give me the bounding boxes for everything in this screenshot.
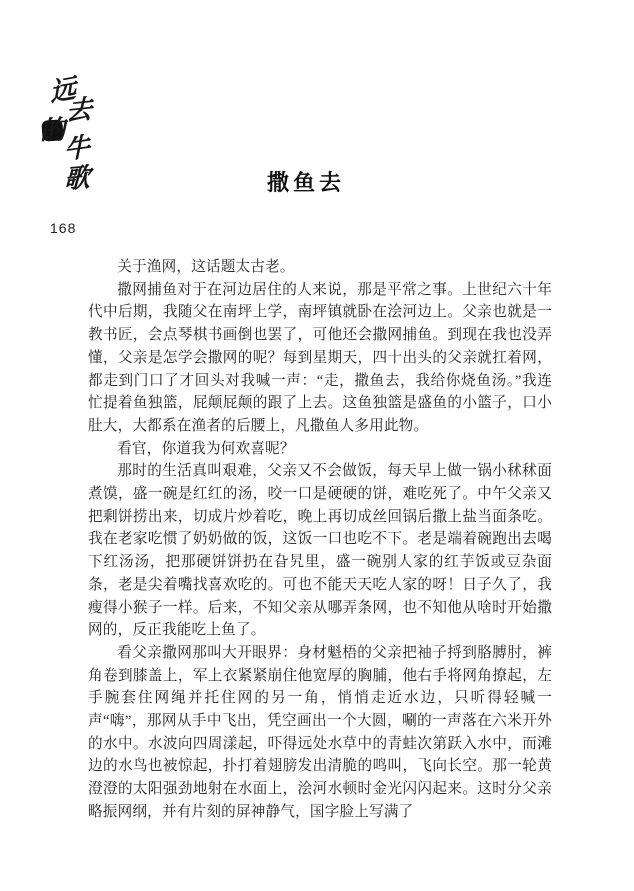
body-paragraph: 撒网捕鱼对于在河边居住的人来说，那是平常之事。上世纪六十年代中后期，我随父在南坪上学，南坪镇就卧在浍河边上。父亲也就是一教书匠，会点琴棋书画倒也罢了，可他还会撒网捕鱼。到现在我也没弄懂，父亲是怎学会撒网的呢？每到星期天，四十出头的父亲就扛着网，都走到门口了才回头对我喊一声：“走，撒鱼去，我给你烧鱼汤。”我连忙提着鱼独篮，屁颠屁颠的跟了上去。这鱼独篮是盛鱼的小篮子，口小肚大，大都系在渔者的后腰上，凡撒鱼人多用此物。 bbox=[88, 281, 552, 434]
calligraphy-char: 远 bbox=[49, 73, 77, 108]
chapter-title: 撒鱼去 bbox=[266, 170, 345, 195]
calligraphy-char: 牛 bbox=[63, 132, 91, 165]
calligraphy-char: 歌 bbox=[63, 162, 91, 195]
body-paragraph: 看官，你道我为何欢喜呢？ bbox=[117, 440, 295, 457]
calligraphy-char: 去 bbox=[65, 94, 93, 127]
body-text bbox=[88, 256, 552, 824]
calligraphy-seal-char: 的 bbox=[38, 114, 67, 146]
body-paragraph: 关于渔网，这话题太古老。 bbox=[117, 259, 295, 275]
body-paragraph: 那时的生活真叫艰难，父亲又不会做饭，每天早上做一锅小秫秫面煮馍，盛一碗是红红的汤，咬一口是硬硬的饼，难吃死了。中午父亲又把剩饼捞出来，切成片炒着吃，晚上再切成丝回锅后撒上盐当面条吃。我在老家吃惯了奶奶做的饭，这饭一口也吃不下。老是端着碗跑出去喝下红汤汤，把那硬饼饼扔在旮旯里，盛一碗别人家的红芋饭或豆杂面条，老是尖着嘴找喜欢吃的。可也不能天天吃人家的呀！日子久了，我瘦得小猴子一样。后来，不知父亲从哪弄条网，也不知他从啥时开始撒网的，反正我能吃上鱼了。 bbox=[88, 463, 552, 639]
page-number: 168 bbox=[50, 220, 77, 236]
body-paragraph: 看父亲撒网那叫大开眼界：身材魁梧的父亲把袖子捋到胳膊肘，裤角卷到膝盖上，军上衣紧紧崩住他宽厚的胸脯，他右手将网角撩起，左手腕套住网绳并托住网的另一角，悄悄走近水边，只听得轻喊一声“嗨”，那网从手中飞出，凭空画出一个大圆，唰的一声落在六米开外的水中。水波向四周漾起，吓得远处水草中的青蛙次第跃入水中，而滩边的水鸟也被惊起，扑打着翅膀发出清脆的鸣叫，飞向长空。那一轮黄澄澄的太阳强劲地射在水面上，浍河水顿时金光闪闪起来。这时分父亲略振网纲，并有片刻的屏神静气，国字脸上写满了 bbox=[88, 644, 552, 820]
